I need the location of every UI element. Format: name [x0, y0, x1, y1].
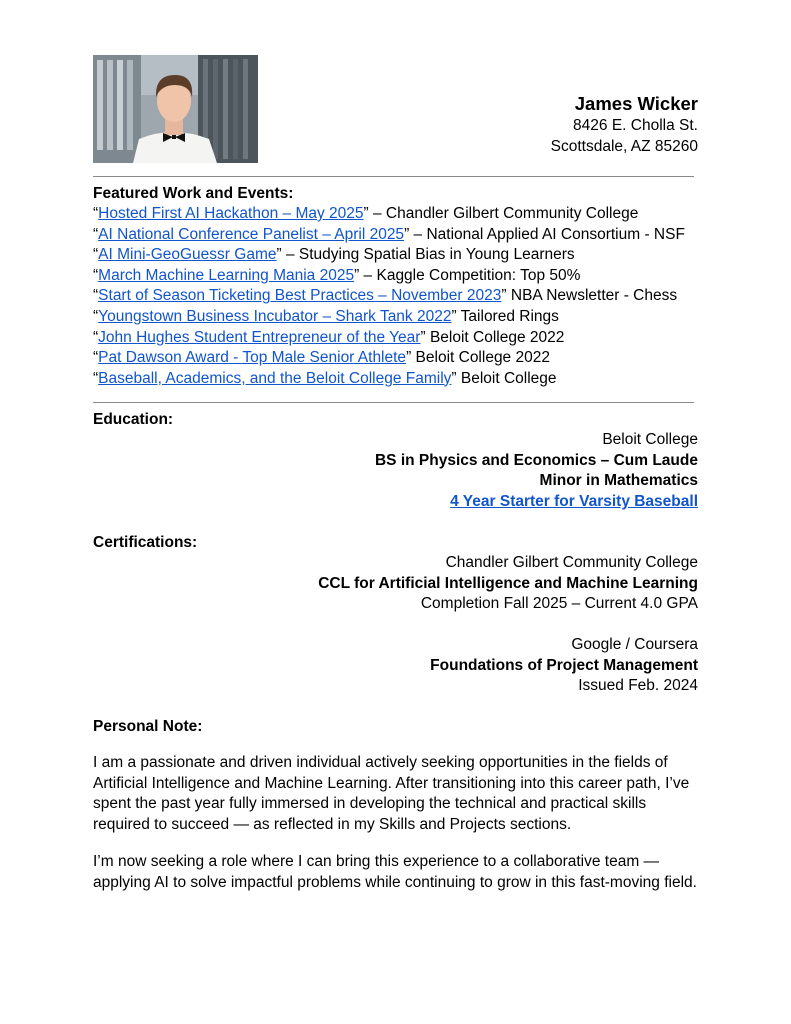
personal-note-paragraph: I am a passionate and driven individual actively seeking opportunities in the fields of Artificial Intelligence and Machine Learning. After transitioning into this career path, I’ve spent the past year fully immersed in developing the technical and practical skills required to succeed — as reflected in my Skills and Projects sections. [93, 754, 690, 833]
cert-issuer: Chandler Gilbert Community College [445, 554, 698, 571]
featured-item: “Pat Dawson Award - Top Male Senior Athlete” Beloit College 2022 [93, 349, 550, 367]
featured-item: “March Machine Learning Mania 2025” – Kaggle Competition: Top 50% [93, 266, 581, 284]
education-section-title: Education: [93, 411, 174, 428]
cert-issuer: Google / Coursera [571, 636, 698, 653]
featured-item: “AI National Conference Panelist – April 2025” – National Applied AI Consortium - NSF [93, 225, 685, 243]
personal-note-title: Personal Note: [93, 718, 203, 735]
certification-item [318, 553, 698, 615]
featured-link[interactable]: Pat Dawson Award - Top Male Senior Athlete [98, 349, 407, 367]
featured-item: “AI Mini-GeoGuessr Game” – Studying Spatial Bias in Young Learners [93, 246, 575, 264]
minor: Minor in Mathematics [539, 472, 698, 490]
featured-list [93, 204, 685, 389]
featured-link[interactable]: Hosted First AI Hackathon – May 2025 [98, 205, 364, 222]
school-name: Beloit College [602, 431, 698, 448]
address-city: Scottsdale, AZ 85260 [550, 138, 698, 155]
cert-name: CCL for Artificial Intelligence and Machine Learning [318, 574, 698, 592]
profile-photo [93, 55, 258, 163]
address-street: 8426 E. Cholla St. [573, 117, 698, 134]
cert-detail: Completion Fall 2025 – Current 4.0 GPA [420, 595, 698, 613]
featured-item: “John Hughes Student Entrepreneur of the Year” Beloit College 2022 [93, 328, 565, 346]
contact-header [551, 93, 698, 157]
cert-name: Foundations of Project Management [430, 656, 698, 674]
featured-link[interactable]: AI Mini-GeoGuessr Game [98, 246, 277, 264]
featured-item: “Youngstown Business Incubator – Shark Tank 2022” Tailored Rings [93, 307, 559, 325]
personal-note-paragraph: I’m now seeking a role where I can bring this experience to a collaborative team — applying AI to solve impactful problems while continuing to grow in this fast-moving field. [93, 853, 697, 891]
cert-detail: Issued Feb. 2024 [578, 677, 698, 695]
divider [93, 176, 694, 177]
featured-item: “Start of Season Ticketing Best Practices – November 2023” NBA Newsletter - Chess [93, 287, 678, 305]
featured-item: “Baseball, Academics, and the Beloit College Family” Beloit College [93, 369, 557, 387]
featured-link[interactable]: Youngstown Business Incubator – Shark Tank 2022 [98, 307, 452, 325]
certifications-section-title: Certifications: [93, 534, 198, 551]
athletics-link[interactable]: 4 Year Starter for Varsity Baseball [450, 492, 698, 510]
divider [93, 402, 694, 403]
education-block [375, 430, 698, 512]
featured-item: “Hosted First AI Hackathon – May 2025” – Chandler Gilbert Community College [93, 205, 639, 222]
featured-link[interactable]: AI National Conference Panelist – April 2025 [98, 225, 405, 243]
featured-link[interactable]: Start of Season Ticketing Best Practices – November 2023 [98, 287, 502, 305]
certification-item [430, 635, 698, 697]
candidate-name: James Wicker [574, 93, 698, 114]
degree: BS in Physics and Economics – Cum Laude [374, 451, 698, 469]
featured-link[interactable]: John Hughes Student Entrepreneur of the Year [98, 328, 421, 346]
featured-link[interactable]: Baseball, Academics, and the Beloit College Family [98, 369, 452, 387]
featured-link[interactable]: March Machine Learning Mania 2025 [98, 266, 355, 284]
featured-section-title: Featured Work and Events: [93, 185, 294, 202]
